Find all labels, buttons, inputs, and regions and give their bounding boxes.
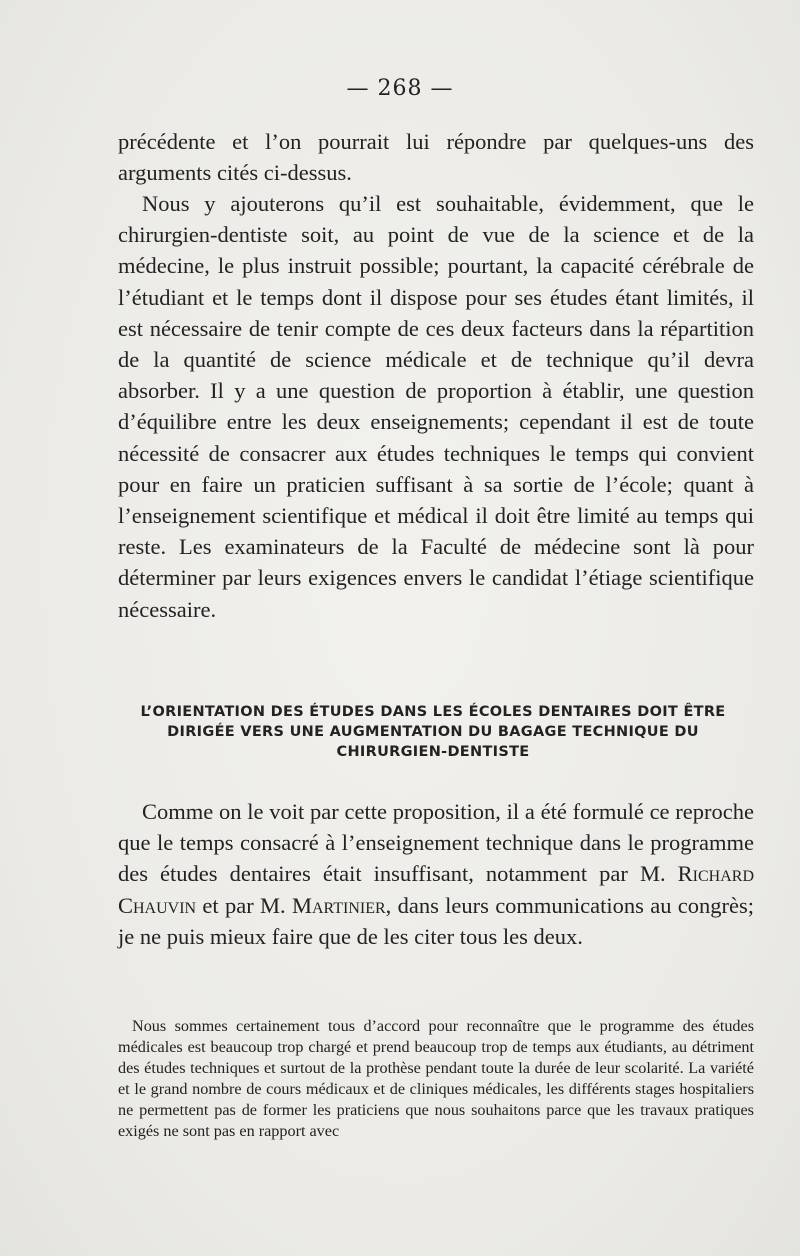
paragraph-continuation: précédente et l’on pourrait lui répondre par quelques-uns des arguments cités ci-dessus.: [118, 129, 754, 186]
page-number: — 268 —: [346, 76, 454, 101]
author-name-chauvin: Richard Chauvin: [118, 861, 754, 918]
quoted-passage: Nous sommes certainement tous d’accord pour reconnaître que le programme des études médicales est beaucoup trop chargé et prend beaucoup trop de temps aux étudiants, au détriment des études techniques et surtout de la prothèse pendant toute la durée de leur scolarité. La variété et le grand nombre de cours médicaux et de cliniques médicales, les différents stages hospitaliers ne permettent pas de former les praticiens que nous souhaitons parce que les travaux pratiques exigés ne sont pas en rapport avec: [118, 1017, 754, 1140]
section-paragraph-text-end: , dans leurs communications au congrès; je ne puis mieux faire que de les citer tous les deux.: [118, 892, 754, 949]
section-paragraph-text-middle: et par M.: [196, 892, 292, 918]
section-paragraph: [118, 796, 754, 952]
section-heading: L’ORIENTATION DES ÉTUDES DANS LES ÉCOLES DENTAIRES DOIT ÊTRE DIRIGÉE VERS UNE AUGMENTATION DU BAGAGE TECHNIQUE DU CHIRURGIEN-DENTISTE: [140, 704, 726, 760]
section-paragraph-text-start: Comme on le voit par cette proposition, il a été formulé ce reproche que le temps consacré à l’enseignement technique dans le programme des études dentaires était insuffisant, notamment par M.: [118, 799, 754, 887]
author-name-martinier: Martinier: [291, 892, 386, 918]
paragraph-body: Nous y ajouterons qu’il est souhaitable, évidemment, que le chirurgien-dentiste soit, au point de vue de la science et de la médecine, le plus instruit possible; pourtant, la capacité cérébrale de l’étudiant et le temps dont il dispose pour ses études étant limités, il est nécessaire de tenir compte de ces deux facteurs dans la répartition de la quantité de science médicale et de technique qu’il devra absorber. Il y a une question de proportion à établir, une question d’équilibre entre les deux enseignements; cependant il est de toute nécessité de consacrer aux études techniques le temps qui convient pour en faire un praticien suffisant à sa sortie de l’école; quant à l’enseignement scientifique et médical il doit être limité au temps qui reste. Les examinateurs de la Faculté de médecine sont là pour déterminer par leurs exigences envers le candidat l’étiage scientifique nécessaire.: [118, 191, 754, 622]
